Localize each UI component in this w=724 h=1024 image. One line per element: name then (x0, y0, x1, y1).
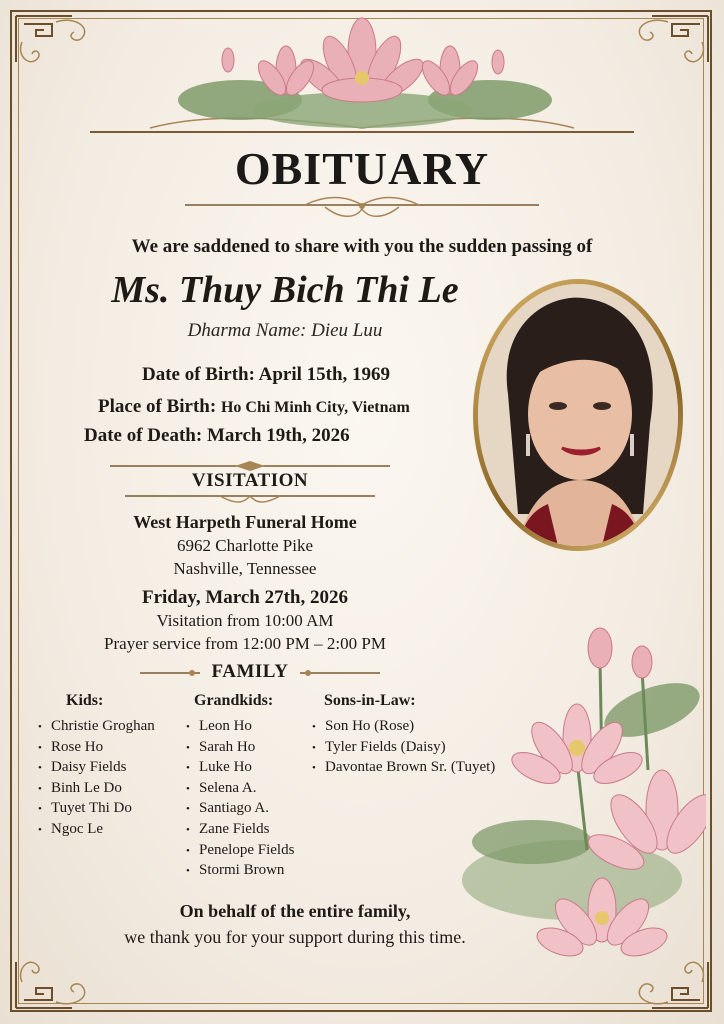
kid-item: • Rose Ho (38, 737, 155, 758)
portrait-frame (473, 279, 683, 551)
kids-heading: Kids: (66, 692, 104, 709)
closing-line-2: we thank you for your support during this time. (124, 927, 466, 947)
pob-label: Place of Birth: (98, 396, 217, 417)
kid-item: • Tuyet Thi Do (38, 798, 155, 819)
kids-list (38, 716, 155, 840)
grandkids-list (186, 716, 294, 881)
intro-line: We are saddened to share with you the sudden passing of (131, 236, 593, 257)
dod-label: Date of Death: (84, 425, 203, 446)
pob-value: Ho Chi Minh City, Vietnam (220, 399, 410, 416)
corner-ornament-top-left (12, 12, 102, 72)
grandkid-item: • Sarah Ho (186, 737, 294, 758)
kid-item: • Daisy Fields (38, 757, 155, 778)
closing-line-1: On behalf of the entire family, (179, 901, 411, 921)
grandkid-item: • Leon Ho (186, 716, 294, 737)
portrait-illustration (478, 284, 678, 546)
grandkid-item: • Stormi Brown (186, 860, 294, 881)
son-in-law-item: • Davontae Brown Sr. (Tuyet) (312, 757, 495, 778)
title-flourish-divider (185, 193, 539, 223)
family-heading: FAMILY (211, 661, 289, 682)
dod-value: March 19th, 2026 (206, 425, 350, 446)
dob-value: April 15th, 1969 (258, 364, 391, 385)
prayer-service-time: Prayer service from 12:00 PM – 2:00 PM (104, 634, 386, 653)
kid-item: • Ngoc Le (38, 819, 155, 840)
visitation-heading: VISITATION (191, 470, 309, 491)
kid-item: • Binh Le Do (38, 778, 155, 799)
family-divider-right (300, 668, 380, 678)
visitation-city: Nashville, Tennessee (173, 559, 317, 578)
grandkid-item: • Penelope Fields (186, 840, 294, 861)
son-in-law-item: • Tyler Fields (Daisy) (312, 737, 495, 758)
grandkid-item: • Zane Fields (186, 819, 294, 840)
corner-ornament-top-right (622, 12, 712, 72)
dharma-name: Dharma Name: Dieu Luu (187, 320, 383, 341)
bottom-lotus-illustration (452, 620, 706, 1006)
deceased-name: Ms. Thuy Bich Thi Le (111, 269, 459, 311)
place-of-birth-row (98, 396, 410, 418)
visitation-time: Visitation from 10:00 AM (156, 611, 334, 630)
date-of-birth-row (142, 364, 390, 386)
date-of-death-row (84, 425, 350, 447)
portrait-photo (478, 284, 678, 546)
page-title: OBITUARY (234, 143, 490, 194)
grandkid-item: • Selena A. (186, 778, 294, 799)
dob-label: Date of Birth: (142, 364, 255, 385)
top-lotus-illustration (90, 12, 634, 138)
grandkid-item: • Santiago A. (186, 798, 294, 819)
kid-item: • Christie Groghan (38, 716, 155, 737)
visitation-date: Friday, March 27th, 2026 (141, 587, 348, 608)
grandkid-item: • Luke Ho (186, 757, 294, 778)
visitation-venue: West Harpeth Funeral Home (133, 512, 357, 532)
sons-in-law-heading: Sons-in-Law: (324, 692, 416, 709)
family-divider-left (140, 668, 200, 678)
grandkids-heading: Grandkids: (194, 692, 274, 709)
visitation-address: 6962 Charlotte Pike (177, 536, 313, 555)
son-in-law-item: • Son Ho (Rose) (312, 716, 495, 737)
visitation-divider-bottom (125, 490, 375, 504)
corner-ornament-bottom-left (12, 952, 102, 1012)
